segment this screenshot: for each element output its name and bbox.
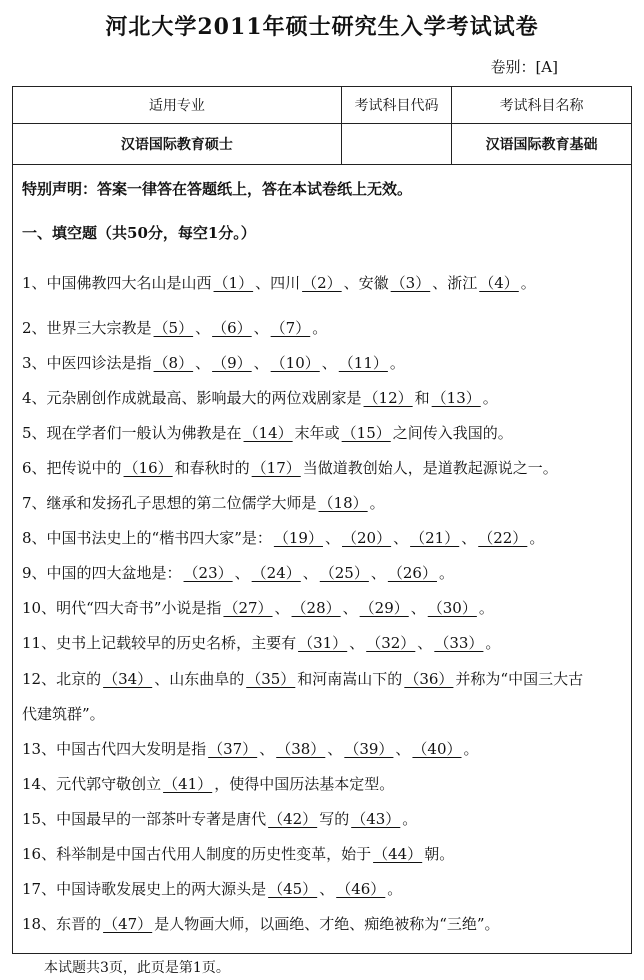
question-text: 、安徽 xyxy=(343,274,389,292)
question-text: 、 xyxy=(253,354,269,372)
answer-blank: （11） xyxy=(338,354,388,372)
question-text: 是人物画大师，以画绝、才绝、痴绝被称为“三绝”。 xyxy=(154,915,500,933)
question-line xyxy=(22,808,417,829)
answer-blank: （39） xyxy=(344,740,394,758)
answer-blank: （46） xyxy=(336,880,386,898)
question-text: 4、元杂剧创作成就最高、影响最大的两位戏剧家是 xyxy=(22,389,362,407)
question-text: 11、史书上记载较早的历史名桥，主要有 xyxy=(22,634,297,652)
question-line xyxy=(22,422,513,443)
answer-blank: （42） xyxy=(268,810,318,828)
answer-blank: （21） xyxy=(410,529,460,547)
answer-blank: （19） xyxy=(273,529,323,547)
question-text: 、 xyxy=(274,599,290,617)
answer-blank: （40） xyxy=(412,740,462,758)
answer-blank: （20） xyxy=(342,529,392,547)
question-text: 、 xyxy=(349,634,365,652)
question-text: 、浙江 xyxy=(432,274,478,292)
question-text: 、 xyxy=(327,740,343,758)
answer-blank: （34） xyxy=(103,670,153,688)
answer-blank: （8） xyxy=(153,354,194,372)
answer-blank: （43） xyxy=(351,810,401,828)
answer-blank: （6） xyxy=(212,319,252,337)
answer-blank: （4） xyxy=(479,274,519,292)
question-text: 6、把传说中的 xyxy=(22,459,122,477)
value-major: 汉语国际教育硕士 xyxy=(13,124,342,165)
answer-blank: （1） xyxy=(213,274,254,292)
question-line xyxy=(22,527,544,548)
question-text: 、 xyxy=(259,740,275,758)
answer-blank: （9） xyxy=(212,354,252,372)
question-text: 并称为“中国三大古 xyxy=(455,670,584,688)
question-text: 、 xyxy=(195,319,211,337)
answer-blank: （35） xyxy=(246,670,296,688)
question-line xyxy=(22,773,394,794)
question-text: 、 xyxy=(321,354,337,372)
question-line xyxy=(22,352,405,373)
section-title: 一、填空题（共50分，每空1分。） xyxy=(22,224,256,242)
question-line xyxy=(22,913,500,934)
question-text: 、 xyxy=(195,354,211,372)
answer-blank: （31） xyxy=(298,634,348,652)
question-text: 。 xyxy=(389,354,405,372)
answer-blank: （3） xyxy=(390,274,431,292)
question-text: 。 xyxy=(520,274,536,292)
question-text: 、 xyxy=(302,564,318,582)
question-text: 、山东曲阜的 xyxy=(154,670,245,688)
answer-blank: （36） xyxy=(404,670,454,688)
question-text: 、 xyxy=(319,880,335,898)
question-text: 。 xyxy=(387,880,403,898)
exam-info-table xyxy=(12,86,632,165)
question-line xyxy=(22,562,454,583)
answer-blank: （22） xyxy=(478,529,528,547)
question-line xyxy=(22,272,536,293)
question-text: 9、中国的四大盆地是： xyxy=(22,564,182,582)
answer-blank: （7） xyxy=(270,319,311,337)
question-text: 。 xyxy=(369,494,385,512)
question-text: 。 xyxy=(438,564,454,582)
question-text: 13、中国古代四大发明是指 xyxy=(22,740,207,758)
question-text: 。 xyxy=(529,529,545,547)
answer-blank: （30） xyxy=(427,599,477,617)
question-text: 、 xyxy=(253,319,269,337)
question-text: 。 xyxy=(485,634,501,652)
answer-blank: （16） xyxy=(123,459,173,477)
question-text: 。 xyxy=(312,319,328,337)
question-text: 12、北京的 xyxy=(22,670,102,688)
question-text: 、 xyxy=(393,529,409,547)
question-text: 。 xyxy=(478,599,494,617)
question-text: 。 xyxy=(402,810,418,828)
answer-blank: （14） xyxy=(243,424,293,442)
question-text: 、 xyxy=(395,740,411,758)
answer-blank: （26） xyxy=(387,564,437,582)
question-line xyxy=(22,668,583,689)
question-text: ，使得中国历法基本定型。 xyxy=(214,775,395,793)
answer-blank: （32） xyxy=(366,634,416,652)
question-line xyxy=(22,878,402,899)
info-header-row xyxy=(13,87,632,124)
question-text: 18、东晋的 xyxy=(22,915,102,933)
answer-blank: （2） xyxy=(302,274,342,292)
question-text: 。 xyxy=(482,389,498,407)
question-text: 15、中国最早的一部茶叶专著是唐代 xyxy=(22,810,267,828)
question-text: 7、继承和发扬孔子思想的第二位儒学大师是 xyxy=(22,494,317,512)
question-text: 、 xyxy=(324,529,340,547)
question-text: 8、中国书法史上的“楷书四大家”是： xyxy=(22,529,272,547)
question-line xyxy=(22,317,327,338)
answer-blank: （38） xyxy=(276,740,326,758)
question-line xyxy=(22,387,498,408)
question-text: 、 xyxy=(342,599,358,617)
question-text: 16、科举制是中国古代用人制度的历史性变革，始于 xyxy=(22,845,372,863)
page-footer: 本试题共3页，此页是第1页。 xyxy=(44,960,230,976)
question-text: 之间传入我国的。 xyxy=(392,424,513,442)
answer-blank: （37） xyxy=(208,740,258,758)
question-text: 代建筑群”。 xyxy=(22,705,105,723)
question-text: 2、世界三大宗教是 xyxy=(22,319,152,337)
question-text: 和河南嵩山下的 xyxy=(297,670,403,688)
header-subject-code: 考试科目代码 xyxy=(341,87,451,124)
special-statement: 特别声明：答案一律答在答题纸上，答在本试卷纸上无效。 xyxy=(22,180,413,198)
question-text: 3、中医四诊法是指 xyxy=(22,354,152,372)
answer-blank: （24） xyxy=(251,564,301,582)
answer-blank: （44） xyxy=(373,845,423,863)
answer-blank: （25） xyxy=(319,564,369,582)
header-major: 适用专业 xyxy=(13,87,342,124)
question-text: 、 xyxy=(417,634,433,652)
header-subject-name: 考试科目名称 xyxy=(452,87,632,124)
answer-blank: （28） xyxy=(291,599,341,617)
value-subject-code xyxy=(341,124,451,165)
question-text: 、 xyxy=(461,529,477,547)
question-line xyxy=(22,703,105,724)
question-line xyxy=(22,597,494,618)
exam-title: 河北大学2011年硕士研究生入学考试试卷 xyxy=(105,14,539,40)
question-text: 朝。 xyxy=(424,845,455,863)
question-line xyxy=(22,843,454,864)
answer-blank: （5） xyxy=(153,319,194,337)
answer-blank: （47） xyxy=(103,915,153,933)
answer-blank: （41） xyxy=(163,775,213,793)
answer-blank: （18） xyxy=(318,494,368,512)
question-line xyxy=(22,492,385,513)
answer-blank: （17） xyxy=(251,459,301,477)
question-text: 、 xyxy=(234,564,250,582)
question-line xyxy=(22,632,500,653)
question-text: 17、中国诗歌发展史上的两大源头是 xyxy=(22,880,267,898)
answer-blank: （45） xyxy=(268,880,318,898)
question-text: 1、中国佛教四大名山是山西 xyxy=(22,274,212,292)
volume-label: 卷别：[A] xyxy=(490,58,558,76)
question-text: 、 xyxy=(370,564,386,582)
value-subject-name: 汉语国际教育基础 xyxy=(452,124,632,165)
question-text: 写的 xyxy=(319,810,350,828)
question-text: 、四川 xyxy=(255,274,301,292)
question-text: 和春秋时的 xyxy=(174,459,250,477)
question-line xyxy=(22,738,479,759)
question-text: 当做道教创始人，是道教起源说之一。 xyxy=(302,459,558,477)
question-text: 14、元代郭守敬创立 xyxy=(22,775,162,793)
info-value-row xyxy=(13,124,632,165)
answer-blank: （33） xyxy=(434,634,484,652)
question-text: 5、现在学者们一般认为佛教是在 xyxy=(22,424,242,442)
answer-blank: （12） xyxy=(363,389,413,407)
question-text: 末年或 xyxy=(294,424,340,442)
answer-blank: （15） xyxy=(341,424,391,442)
question-text: 。 xyxy=(463,740,479,758)
answer-blank: （23） xyxy=(183,564,233,582)
answer-blank: （13） xyxy=(431,389,481,407)
question-text: 、 xyxy=(410,599,426,617)
question-text: 和 xyxy=(414,389,430,407)
question-line xyxy=(22,457,558,478)
answer-blank: （27） xyxy=(223,599,273,617)
answer-blank: （29） xyxy=(359,599,409,617)
question-text: 10、明代“四大奇书”小说是指 xyxy=(22,599,222,617)
answer-blank: （10） xyxy=(270,354,320,372)
